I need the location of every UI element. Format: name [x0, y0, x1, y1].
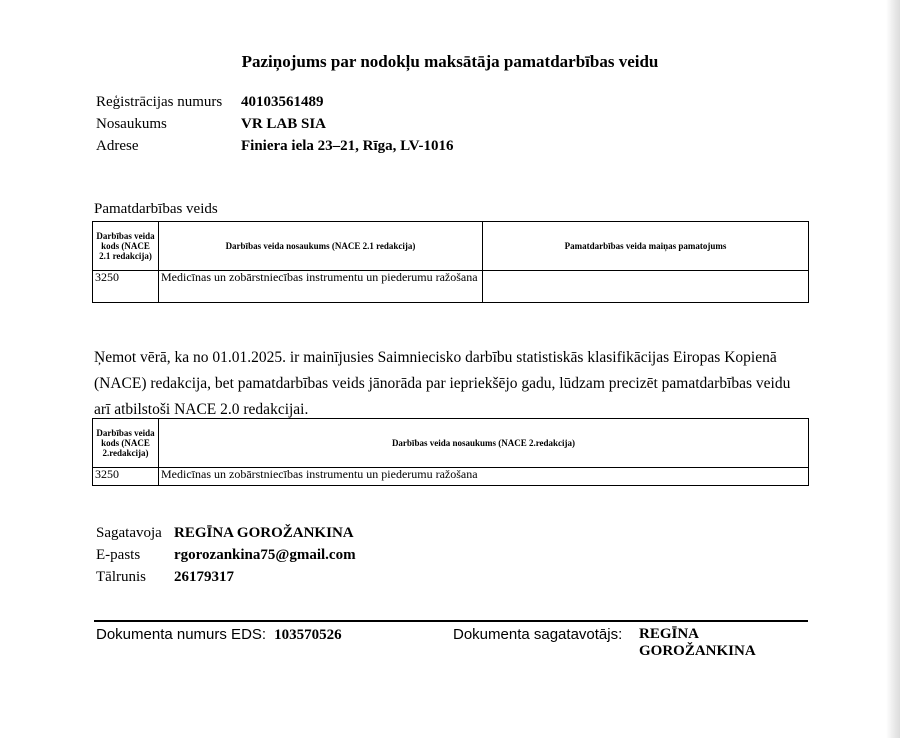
name-label: Nosaukums [96, 116, 167, 132]
registration-row [96, 94, 324, 111]
address-value: Finiera iela 23–21, Rīga, LV-1016 [241, 138, 454, 154]
cell-reason [483, 271, 809, 303]
phone-row [96, 569, 234, 586]
table-row [93, 468, 809, 486]
header-name: Darbības veida nosaukums (NACE 2.redakcija) [159, 419, 809, 468]
header-name: Darbības veida nosaukums (NACE 2.1 redakcija) [159, 222, 483, 271]
registration-label: Reģistrācijas numurs [96, 94, 223, 110]
cell-code: 3250 [93, 271, 159, 303]
cell-name: Medicīnas un zobārstniecības instrumentu un piederumu ražošana [159, 271, 483, 303]
header-code: Darbības veida kods (NACE 2.redakcija) [93, 419, 159, 468]
document-title: Paziņojums par nodokļu maksātāja pamatdarbības veidu [241, 52, 659, 71]
document-author-label: Dokumenta sagatavotājs: [453, 626, 623, 643]
table-row [93, 271, 809, 303]
registration-value: 40103561489 [241, 94, 324, 110]
notice-paragraph: Ņemot vērā, ka no 01.01.2025. ir mainījusies Saimniecisko darbību statistiskās klasifikācijas Eiropas Kopienā (NACE) redakcija, bet pamatdarbības veids jānorāda par iepriekšējo gadu, lūdzam precizēt pamatdarbības veidu arī atbilstoši NACE 2.0 redakcijai. [94, 349, 791, 418]
header-reason: Pamatdarbības veida maiņas pamatojums [483, 222, 809, 271]
address-label: Adrese [96, 138, 139, 154]
section-label: Pamatdarbības veids [94, 201, 218, 217]
email-label: E-pasts [96, 547, 141, 563]
email-value: rgorozankina75@gmail.com [174, 547, 356, 563]
phone-label: Tālrunis [96, 569, 146, 585]
document-author-value: REGĪNA GOROŽANKINA [639, 626, 756, 659]
cell-name: Medicīnas un zobārstniecības instrumentu un piederumu ražošana [159, 468, 809, 486]
document-number-value: 103570526 [274, 627, 342, 643]
address-row [96, 138, 454, 155]
name-value: VR LAB SIA [241, 116, 327, 132]
document-author [453, 626, 756, 659]
prepared-by-value: REGĪNA GOROŽANKINA [174, 525, 354, 541]
header-code: Darbības veida kods (NACE 2.1 redakcija) [93, 222, 159, 271]
activity-table-nace2 [92, 418, 809, 486]
document-number [96, 626, 342, 644]
footer-divider [94, 620, 808, 622]
activity-table-nace21 [92, 221, 809, 303]
name-row [96, 116, 326, 133]
prepared-by-row [96, 525, 354, 542]
email-row [96, 547, 356, 564]
phone-value: 26179317 [174, 569, 234, 585]
document-number-label: Dokumenta numurs EDS: [96, 626, 267, 643]
cell-code: 3250 [93, 468, 159, 486]
page-edge-shadow [886, 0, 900, 738]
prepared-by-label: Sagatavoja [96, 525, 162, 541]
